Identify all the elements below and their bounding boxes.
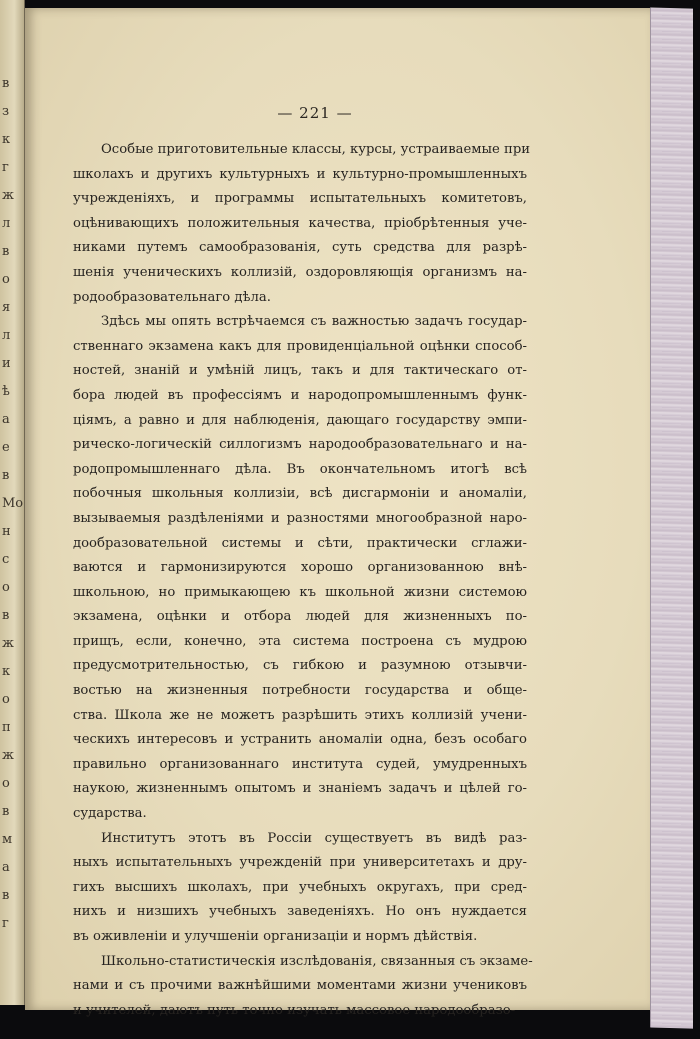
page-stack-edge bbox=[650, 7, 693, 1028]
text-line: нихъ и низшихъ учебныхъ заведенiяхъ. Но онъ нуждается bbox=[73, 904, 527, 920]
left-page-fragment: о bbox=[2, 580, 10, 595]
left-page-fragment: п bbox=[2, 720, 11, 735]
left-page-fragment: в bbox=[2, 888, 10, 903]
page-content bbox=[73, 104, 533, 1023]
page-number: — 221 — bbox=[277, 104, 353, 122]
text-line: ныхъ испытательныхъ учрежденiй при университетахъ и дру- bbox=[73, 855, 527, 871]
text-line: рическо-логическiй силлогизмъ народообразовательнаго и на- bbox=[73, 437, 527, 453]
text-line: оцѣнивающихъ положительныя качества, прiобрѣтенныя уче- bbox=[73, 215, 527, 231]
text-line: и учителей, даютъ путь точно изучать массовое народообразо- bbox=[73, 1002, 516, 1018]
left-page-fragment: ж bbox=[2, 636, 14, 651]
left-page-fragment: о bbox=[2, 776, 10, 791]
text-line: школахъ и другихъ культурныхъ и культурно-промышленныхъ bbox=[73, 166, 527, 182]
paragraph bbox=[73, 310, 527, 826]
text-line: наукою, жизненнымъ опытомъ и знанiемъ задачъ и цѣлей го- bbox=[73, 781, 527, 797]
text-line: въ оживленiи и улучшенiи организацiи и нормъ дѣйствiя. bbox=[73, 929, 478, 944]
text-line: никами путемъ самообразованiя, суть средства для разрѣ- bbox=[73, 240, 527, 256]
text-line: нами и съ прочими важнѣйшими моментами жизни учениковъ bbox=[73, 978, 527, 994]
text-line: Школьно-статистическiя изслѣдованiя, связанныя съ экзаме- bbox=[101, 953, 533, 969]
text-line: шенiя ученическихъ коллизiй, оздоровляющiя организмъ на- bbox=[73, 264, 527, 280]
left-page-fragment: е bbox=[2, 440, 10, 455]
left-page-fragment: в bbox=[2, 608, 10, 623]
text-line: ностей, знанiй и умѣнiй лицъ, такъ и для тактическаго от- bbox=[73, 363, 527, 379]
text-line: школьною, но примыкающею къ школьной жизни системою bbox=[73, 584, 527, 600]
text-line: ственнаго экзамена какъ для провиденцiальной оцѣнки способ- bbox=[73, 338, 527, 354]
left-page-fragment: с bbox=[2, 552, 10, 567]
left-page-fragment: к bbox=[2, 664, 11, 679]
text-line: учрежденiяхъ, и программы испытательныхъ комитетовъ, bbox=[73, 191, 527, 207]
paragraph bbox=[73, 138, 531, 310]
text-line: предусмотрительностью, съ гибкою и разумною отзывчи- bbox=[73, 658, 527, 674]
left-page-fragment: в bbox=[2, 468, 10, 483]
text-line: цiямъ, а равно и для наблюденiя, дающаго государству эмпи- bbox=[73, 412, 527, 428]
text-line: Особые приготовительные классы, курсы, устраиваемые при bbox=[101, 142, 531, 157]
left-page-edge bbox=[0, 0, 25, 1005]
left-page-fragment: Мо bbox=[2, 496, 24, 511]
page-body bbox=[73, 138, 533, 1023]
left-page-fragment: а bbox=[2, 412, 10, 427]
left-page-fragment: я bbox=[2, 300, 11, 315]
paragraph bbox=[73, 950, 533, 1024]
text-line: бора людей въ профессiямъ и народопромышленнымъ функ- bbox=[73, 387, 527, 403]
paragraph bbox=[73, 827, 527, 950]
left-page-fragment: о bbox=[2, 272, 10, 287]
left-page-fragment: н bbox=[2, 524, 11, 539]
left-page-fragment: г bbox=[2, 916, 9, 931]
left-page-fragment: в bbox=[2, 76, 10, 91]
text-line: ваются и гармонизируются хорошо организованною внѣ- bbox=[73, 560, 527, 576]
left-page-fragment: ѣ bbox=[2, 384, 10, 399]
text-line: родообразовательнаго дѣла. bbox=[73, 289, 271, 305]
left-page-fragment: ж bbox=[2, 188, 14, 203]
text-line: гихъ высшихъ школахъ, при учебныхъ округахъ, при сред- bbox=[73, 879, 527, 895]
text-line: востью на жизненныя потребности государства и обще- bbox=[73, 683, 527, 699]
book-page bbox=[25, 8, 650, 1018]
left-page-fragment: к bbox=[2, 132, 11, 147]
text-line: Институтъ этотъ въ Россiи существуетъ въ видѣ раз- bbox=[101, 830, 527, 846]
text-line: сударства. bbox=[73, 806, 147, 822]
left-page-fragment: в bbox=[2, 244, 10, 259]
left-page-fragment: а bbox=[2, 860, 10, 875]
text-line: Здѣсь мы опять встрѣчаемся съ важностью задачъ государ- bbox=[101, 314, 527, 330]
left-page-fragment: г bbox=[2, 160, 9, 175]
text-line: правильно организованнаго института судей, умудренныхъ bbox=[73, 756, 527, 772]
left-page-fragment: м bbox=[2, 832, 13, 847]
left-page-fragment: з bbox=[2, 104, 10, 119]
text-line: ства. Школа же не можетъ разрѣшить этихъ коллизiй учени- bbox=[73, 707, 527, 723]
left-page-text-fragments bbox=[2, 70, 24, 938]
left-page-fragment: л bbox=[2, 328, 11, 343]
text-line: родопромышленнаго дѣла. Въ окончательномъ итогѣ всѣ bbox=[73, 461, 527, 477]
text-line: прищъ, если, конечно, эта система построена съ мудрою bbox=[73, 633, 527, 649]
left-page-fragment: и bbox=[2, 356, 11, 371]
text-line: побочныя школьныя коллизiи, всѣ дисгармонiи и аномалiи, bbox=[73, 486, 527, 502]
text-line: экзамена, оцѣнки и отбора людей для жизненныхъ по- bbox=[73, 609, 527, 625]
left-page-fragment: л bbox=[2, 216, 11, 231]
left-page-fragment: ж bbox=[2, 748, 14, 763]
text-line: вызываемыя раздѣленiями и разностями многообразной наро- bbox=[73, 510, 527, 526]
text-line: ческихъ интересовъ и устранить аномалiи одна, безъ особаго bbox=[73, 732, 527, 748]
left-page-fragment: о bbox=[2, 692, 10, 707]
left-page-fragment: в bbox=[2, 804, 10, 819]
text-line: дообразовательной системы и сѣти, практически сглажи- bbox=[73, 535, 527, 551]
